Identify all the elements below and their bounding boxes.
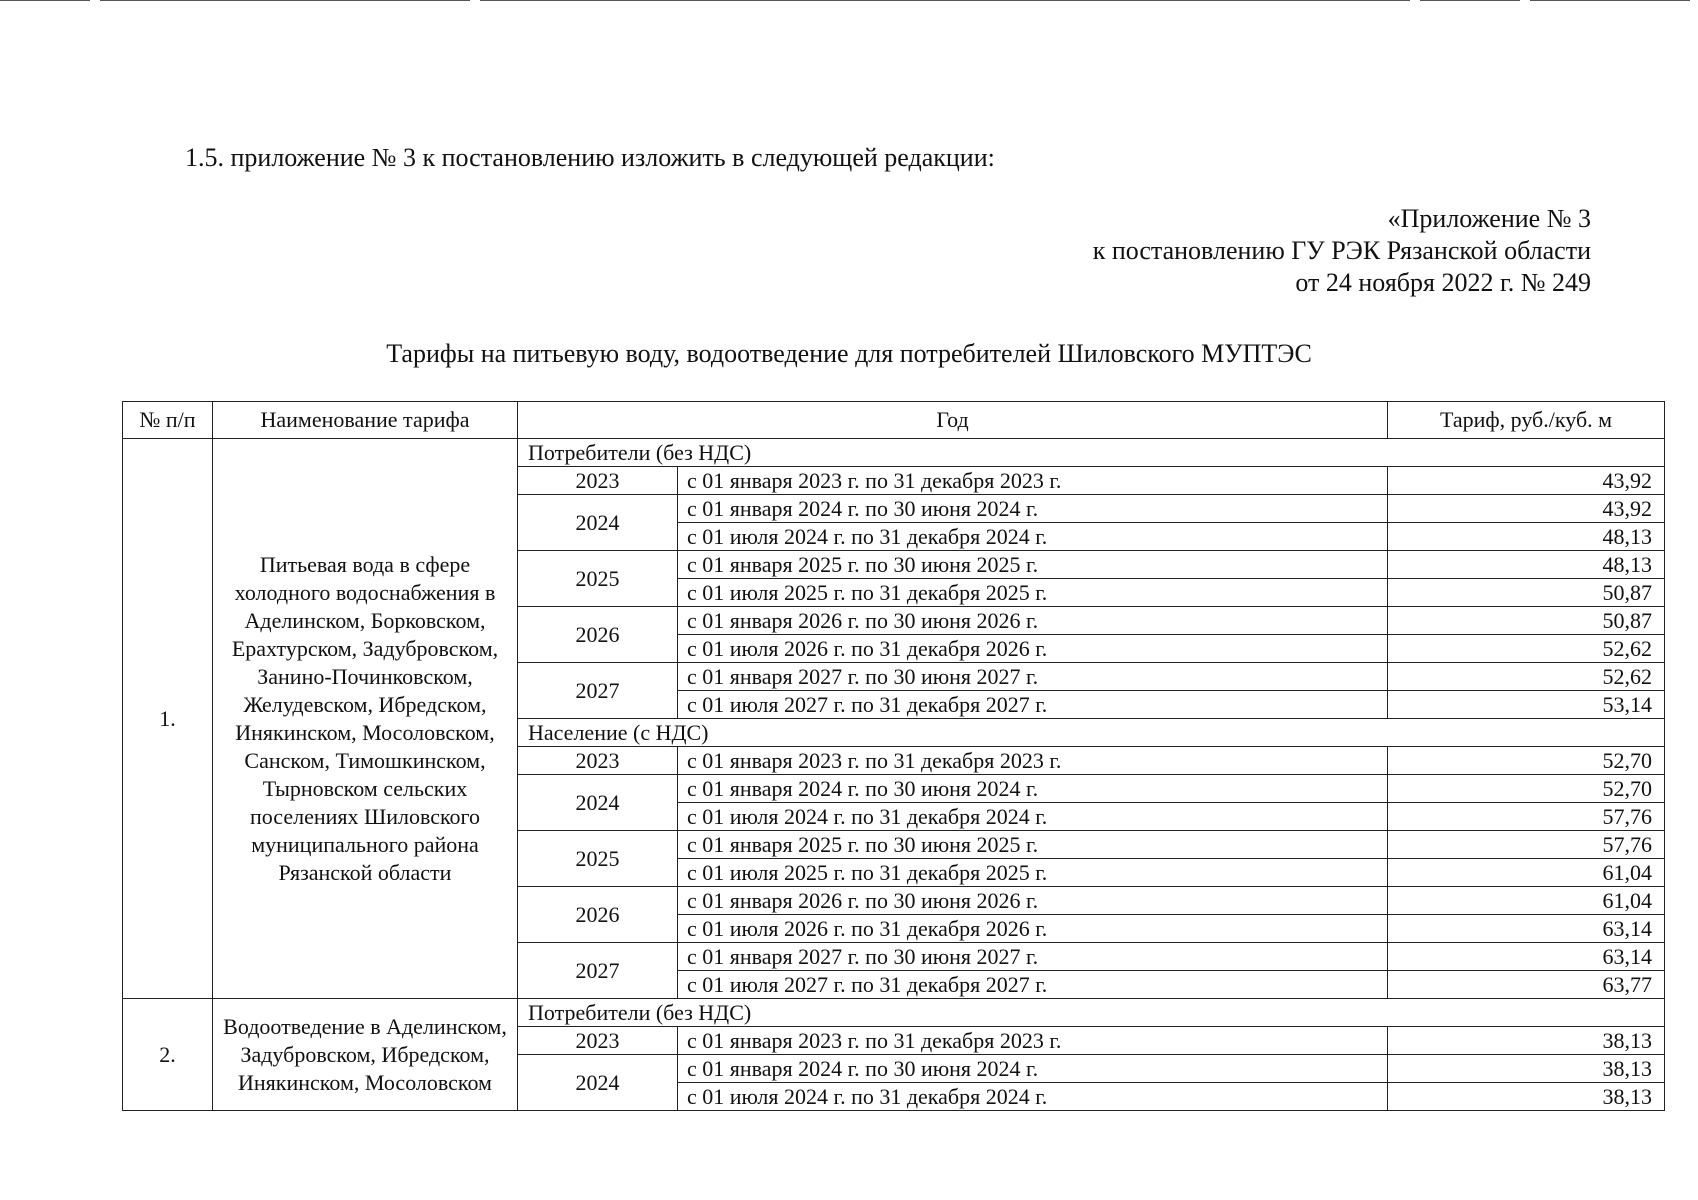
header-tariff-name: Наименование тарифа bbox=[213, 402, 518, 439]
period-cell: с 01 июля 2025 г. по 31 декабря 2025 г. bbox=[678, 579, 1388, 607]
tariff-value-cell: 48,13 bbox=[1388, 551, 1665, 579]
tariff-value-cell: 38,13 bbox=[1388, 1083, 1665, 1111]
period-cell: с 01 января 2024 г. по 30 июня 2024 г. bbox=[678, 1055, 1388, 1083]
tariff-value-cell: 61,04 bbox=[1388, 859, 1665, 887]
period-cell: с 01 января 2023 г. по 31 декабря 2023 г. bbox=[678, 467, 1388, 495]
tariff-name: Питьевая вода в сфере холодного водоснабжения в Аделинском, Борковском, Ерахтурском, Задубровском, Занино-Починковском, Желудевском, Ибредском, Инякинском, Мосоловском, Санском, Тимошкинском, Тырновском сельских поселениях Шиловского муниципального района Рязанской области bbox=[213, 439, 518, 999]
period-cell: с 01 июля 2027 г. по 31 декабря 2027 г. bbox=[678, 691, 1388, 719]
tariff-value-cell: 52,70 bbox=[1388, 747, 1665, 775]
tariff-value-cell: 50,87 bbox=[1388, 579, 1665, 607]
scan-edge-line bbox=[100, 0, 470, 1]
period-cell: с 01 января 2026 г. по 30 июня 2026 г. bbox=[678, 887, 1388, 915]
consumer-group-label: Потребители (без НДС) bbox=[518, 439, 1665, 467]
scan-edge-line bbox=[0, 0, 90, 1]
tariff-value-cell: 53,14 bbox=[1388, 691, 1665, 719]
group-row bbox=[123, 439, 1665, 467]
tariff-value-cell: 57,76 bbox=[1388, 831, 1665, 859]
tariff-value-cell: 52,70 bbox=[1388, 775, 1665, 803]
period-cell: с 01 июля 2026 г. по 31 декабря 2026 г. bbox=[678, 915, 1388, 943]
period-cell: с 01 января 2023 г. по 31 декабря 2023 г. bbox=[678, 747, 1388, 775]
period-cell: с 01 января 2025 г. по 30 июня 2025 г. bbox=[678, 831, 1388, 859]
tariff-value-cell: 43,92 bbox=[1388, 495, 1665, 523]
period-cell: с 01 июля 2024 г. по 31 декабря 2024 г. bbox=[678, 523, 1388, 551]
period-cell: с 01 июля 2024 г. по 31 декабря 2024 г. bbox=[678, 1083, 1388, 1111]
period-cell: с 01 июля 2025 г. по 31 декабря 2025 г. bbox=[678, 859, 1388, 887]
tariff-value-cell: 38,13 bbox=[1388, 1055, 1665, 1083]
consumer-group-label: Потребители (без НДС) bbox=[518, 999, 1665, 1027]
tariff-value-cell: 52,62 bbox=[1388, 635, 1665, 663]
period-cell: с 01 июля 2024 г. по 31 декабря 2024 г. bbox=[678, 803, 1388, 831]
scan-edge-line bbox=[1530, 0, 1690, 1]
tariff-table bbox=[122, 401, 1665, 1111]
year-cell: 2026 bbox=[518, 607, 678, 663]
year-cell: 2023 bbox=[518, 1027, 678, 1055]
consumer-group-label: Население (с НДС) bbox=[518, 719, 1665, 747]
period-cell: с 01 января 2027 г. по 30 июня 2027 г. bbox=[678, 943, 1388, 971]
intro-paragraph: 1.5. приложение № 3 к постановлению изложить в следующей редакции: bbox=[185, 143, 995, 172]
tariff-value-cell: 63,14 bbox=[1388, 915, 1665, 943]
tariff-name: Водоотведение в Аделинском, Задубровском, Ибредском, Инякинском, Мосоловском bbox=[213, 999, 518, 1111]
period-cell: с 01 января 2025 г. по 30 июня 2025 г. bbox=[678, 551, 1388, 579]
period-cell: с 01 января 2026 г. по 30 июня 2026 г. bbox=[678, 607, 1388, 635]
tariff-value-cell: 43,92 bbox=[1388, 467, 1665, 495]
table-header-row bbox=[123, 402, 1665, 439]
year-cell: 2027 bbox=[518, 943, 678, 999]
tariff-value-cell: 57,76 bbox=[1388, 803, 1665, 831]
tariff-value-cell: 63,77 bbox=[1388, 971, 1665, 999]
tariff-value-cell: 52,62 bbox=[1388, 663, 1665, 691]
period-cell: с 01 января 2023 г. по 31 декабря 2023 г. bbox=[678, 1027, 1388, 1055]
tariff-value-cell: 63,14 bbox=[1388, 943, 1665, 971]
year-cell: 2025 bbox=[518, 551, 678, 607]
period-cell: с 01 января 2027 г. по 30 июня 2027 г. bbox=[678, 663, 1388, 691]
period-cell: с 01 января 2024 г. по 30 июня 2024 г. bbox=[678, 495, 1388, 523]
appendix-line: «Приложение № 3 bbox=[1387, 204, 1591, 233]
header-year: Год bbox=[518, 402, 1388, 439]
tariff-table-body bbox=[123, 402, 1665, 1111]
group-row bbox=[123, 999, 1665, 1027]
period-cell: с 01 июля 2027 г. по 31 декабря 2027 г. bbox=[678, 971, 1388, 999]
year-cell: 2027 bbox=[518, 663, 678, 719]
appendix-line: от 24 ноября 2022 г. № 249 bbox=[1295, 268, 1591, 297]
period-cell: с 01 января 2024 г. по 30 июня 2024 г. bbox=[678, 775, 1388, 803]
scan-edge-line bbox=[480, 0, 1410, 1]
document-title: Тарифы на питьевую воду, водоотведение для потребителей Шиловского МУПТЭС bbox=[386, 339, 1312, 368]
year-cell: 2023 bbox=[518, 467, 678, 495]
tariff-value-cell: 61,04 bbox=[1388, 887, 1665, 915]
year-cell: 2024 bbox=[518, 495, 678, 551]
tariff-value-cell: 48,13 bbox=[1388, 523, 1665, 551]
year-cell: 2024 bbox=[518, 1055, 678, 1111]
appendix-reference bbox=[891, 203, 1591, 299]
row-number: 1. bbox=[123, 439, 213, 999]
appendix-line: к постановлению ГУ РЭК Рязанской области bbox=[1092, 236, 1591, 265]
header-tariff-value: Тариф, руб./куб. м bbox=[1388, 402, 1665, 439]
year-cell: 2025 bbox=[518, 831, 678, 887]
year-cell: 2023 bbox=[518, 747, 678, 775]
scan-edge-line bbox=[1420, 0, 1520, 1]
header-number: № п/п bbox=[123, 402, 213, 439]
tariff-value-cell: 50,87 bbox=[1388, 607, 1665, 635]
year-cell: 2024 bbox=[518, 775, 678, 831]
year-cell: 2026 bbox=[518, 887, 678, 943]
row-number: 2. bbox=[123, 999, 213, 1111]
tariff-value-cell: 38,13 bbox=[1388, 1027, 1665, 1055]
period-cell: с 01 июля 2026 г. по 31 декабря 2026 г. bbox=[678, 635, 1388, 663]
